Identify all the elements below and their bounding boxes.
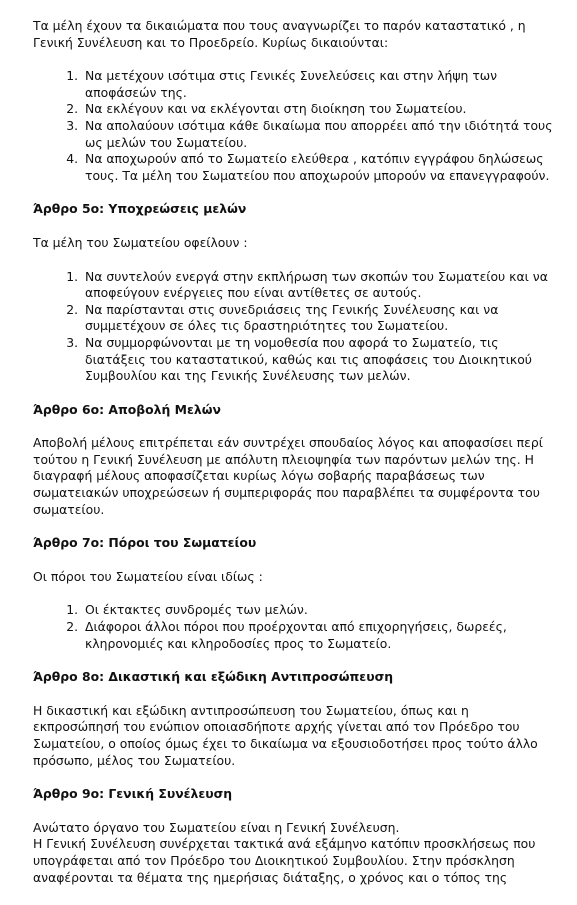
intro-paragraph: Τα μέλη έχουν τα δικαιώματα που τους αναγνωρίζει το παρόν καταστατικό , η Γενική Συνέλευση και το Προεδρείο. Κυρίως δικαιούνται:	[33, 18, 526, 50]
article-9-line-2: Η Γενική Συνέλευση συνέρχεται τακτικά ανά εξάμηνο κατόπιν προσκλήσεως που υπογράφεται από τον Πρόεδρο του Διοικητικού Συμβουλίου. Στην πρόσκληση αναφέρονται τα θέματα της ημερήσιας διάταξης, ο χρόνος και ο τόπος της	[33, 836, 536, 885]
list-item: 3. Να συμμορφώνονται με τη νομοθεσία που αφορά το Σωματείο, τις διατάξεις του καταστατικού, καθώς και τις αποφάσεις του Διοικητικού Συμβουλίου και της Γενικής Συνέλευσης των μελών.	[82, 335, 555, 385]
article-9-heading: Άρθρο 9ο: Γενική Συνέλευση	[33, 786, 233, 802]
article-7-heading: Άρθρο 7ο: Πόροι του Σωματείου	[33, 535, 257, 551]
list-item: 4. Να αποχωρούν από το Σωματείο ελεύθερα , κατόπιν εγγράφου δηλώσεως τους. Τα μέλη του Σωματείου που αποχωρούν μπορούν να επανεγγραφούν.	[82, 151, 555, 184]
rights-list	[33, 68, 555, 184]
article-7-intro: Οι πόροι του Σωματείου είναι ιδίως :	[33, 568, 263, 584]
list-item: 2. Να εκλέγουν και να εκλέγονται στη διοίκηση του Σωματείου.	[82, 101, 555, 118]
list-item: 1. Να μετέχουν ισότιμα στις Γενικές Συνελεύσεις και στην λήψη των αποφάσεών της.	[82, 68, 555, 101]
list-item: 1. Να συντελούν ενεργά στην εκπλήρωση των σκοπών του Σωματείου και να αποφεύγουν ενέργειες που είναι αντίθετες σε αυτούς.	[82, 269, 555, 302]
article-5-intro: Τα μέλη του Σωματείου οφείλουν :	[33, 234, 248, 250]
article-6-text: Αποβολή μέλους επιτρέπεται εάν συντρέχει σπουδαίος λόγος και αποφασίσει περί τούτου η Γενική Συνέλευση με απόλυτη πλειοψηφία των παρόντων μελών της. Η διαγραφή μέλους αποφασίζεται κυρίως λόγω σοβαρής παραβάσεως των σωματειακών υποχρεώσεων ή συμπεριφοράς που παραβλέπει τα συμφέροντα του σωματείου.	[33, 435, 543, 517]
list-item: 3. Να απολαύουν ισότιμα κάθε δικαίωμα που απορρέει από την ιδιότητά τους ως μελών του Σωματείου.	[82, 118, 555, 151]
obligations-list	[33, 269, 555, 385]
article-8-text: Η δικαστική και εξώδικη αντιπροσώπευση του Σωματείου, όπως και η εκπροσώπησή του ενώπιον οποιασδήποτε αρχής γίνεται από τον Πρόεδρο του Σωματείου, ο οποίος όμως έχει το δικαίωμα να εξουσιοδοτήσει προς τούτο άλλο πρόσωπο, μέλος του Σωματείου.	[33, 702, 538, 768]
list-item: 1. Οι έκτακτες συνδρομές των μελών.	[82, 602, 555, 619]
article-6-heading: Άρθρο 6ο: Αποβολή Μελών	[33, 401, 221, 417]
list-item: 2. Διάφοροι άλλοι πόροι που προέρχονται από επιχορηγήσεις, δωρεές, κληρονομιές και κληροδοσίες προς το Σωματείο.	[82, 619, 555, 652]
article-8-heading: Άρθρο 8ο: Δικαστική και εξώδικη Αντιπροσώπευση	[33, 669, 394, 685]
article-9-line-1: Ανώτατο όργανο του Σωματείου είναι η Γενική Συνέλευση.	[33, 819, 400, 835]
resources-list	[33, 602, 555, 652]
article-5-heading: Άρθρο 5ο: Υποχρεώσεις μελών	[33, 201, 247, 217]
list-item: 2. Να παρίστανται στις συνεδριάσεις της Γενικής Συνέλευσης και να συμμετέχουν σε όλες τις δραστηριότητες του Σωματείου.	[82, 302, 555, 335]
